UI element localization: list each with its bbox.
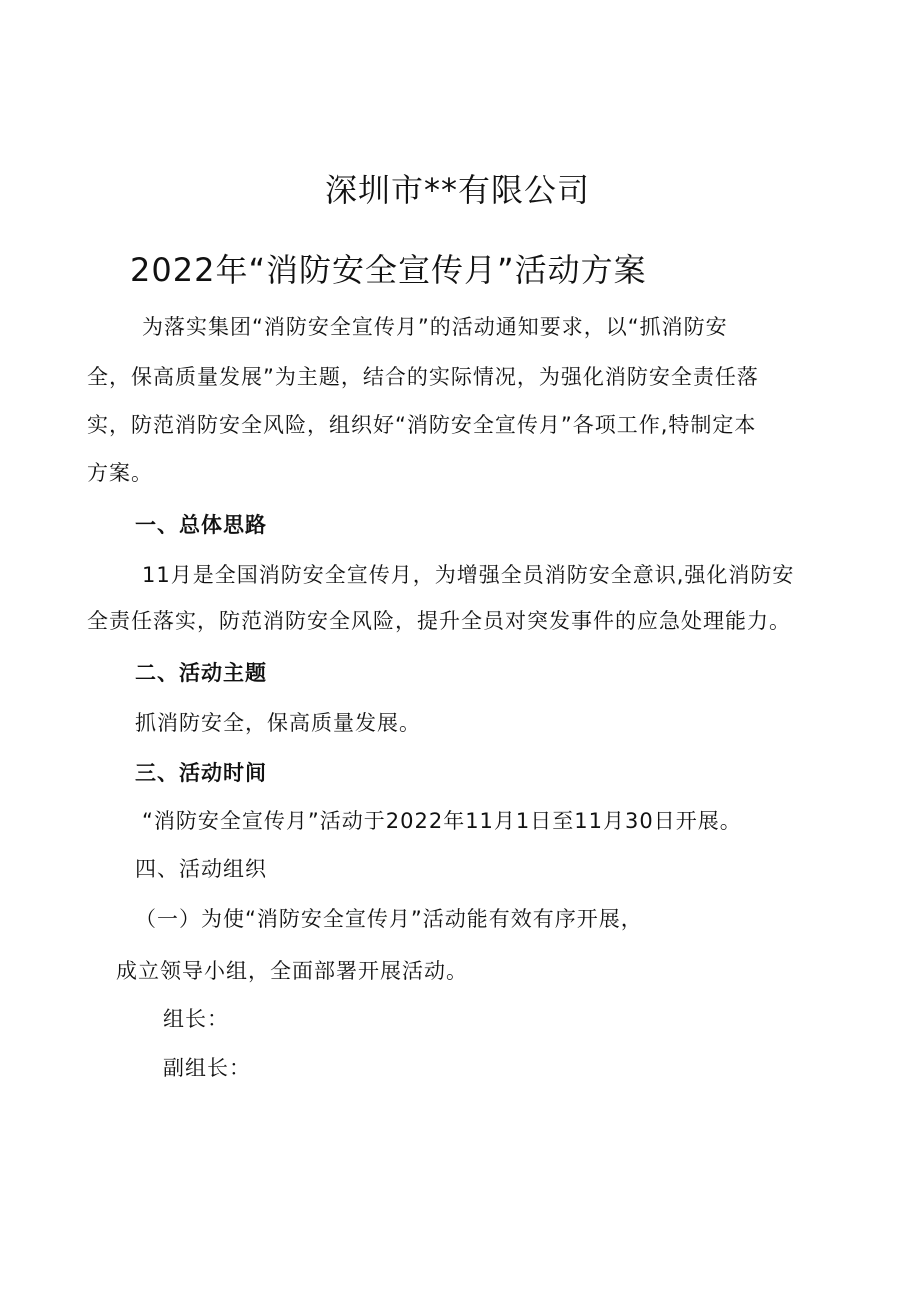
section-3-heading: 三、活动时间 <box>135 761 267 785</box>
leader-label: 组长： <box>163 1007 229 1031</box>
section-1-line-1: 11月是全国消防安全宣传月，为增强全员消防安全意识,强化消防安 <box>142 563 795 587</box>
company-name: 深圳市**有限公司 <box>325 171 591 209</box>
intro-line-3: 实，防范消防安全风险，组织好“消防安全宣传月”各项工作,特制定本 <box>87 413 757 437</box>
intro-line-2: 全，保高质量发展”为主题，结合的实际情况，为强化消防安全责任落 <box>87 365 759 389</box>
intro-line-4: 方案。 <box>87 461 153 485</box>
section-3-body: “消防安全宣传月”活动于2022年11月1日至11月30日开展。 <box>142 809 742 833</box>
section-1-heading: 一、总体思路 <box>135 513 267 537</box>
section-1-line-2: 全责任落实，防范消防安全风险，提升全员对突发事件的应急处理能力。 <box>87 609 791 633</box>
section-4-sub1-line-2: 成立领导小组，全面部署开展活动。 <box>116 959 468 983</box>
section-4-sub1-line-1: （一）为使“消防安全宣传月”活动能有效有序开展， <box>135 907 643 931</box>
section-2-heading: 二、活动主题 <box>135 661 267 685</box>
intro-line-1: 为落实集团“消防安全宣传月”的活动通知要求，以“抓消防安 <box>142 315 728 339</box>
section-4-heading: 四、活动组织 <box>135 857 267 881</box>
section-2-body: 抓消防安全，保高质量发展。 <box>135 711 421 735</box>
document-title: 2022年“消防安全宣传月”活动方案 <box>130 251 647 289</box>
deputy-leader-label: 副组长： <box>163 1056 251 1080</box>
